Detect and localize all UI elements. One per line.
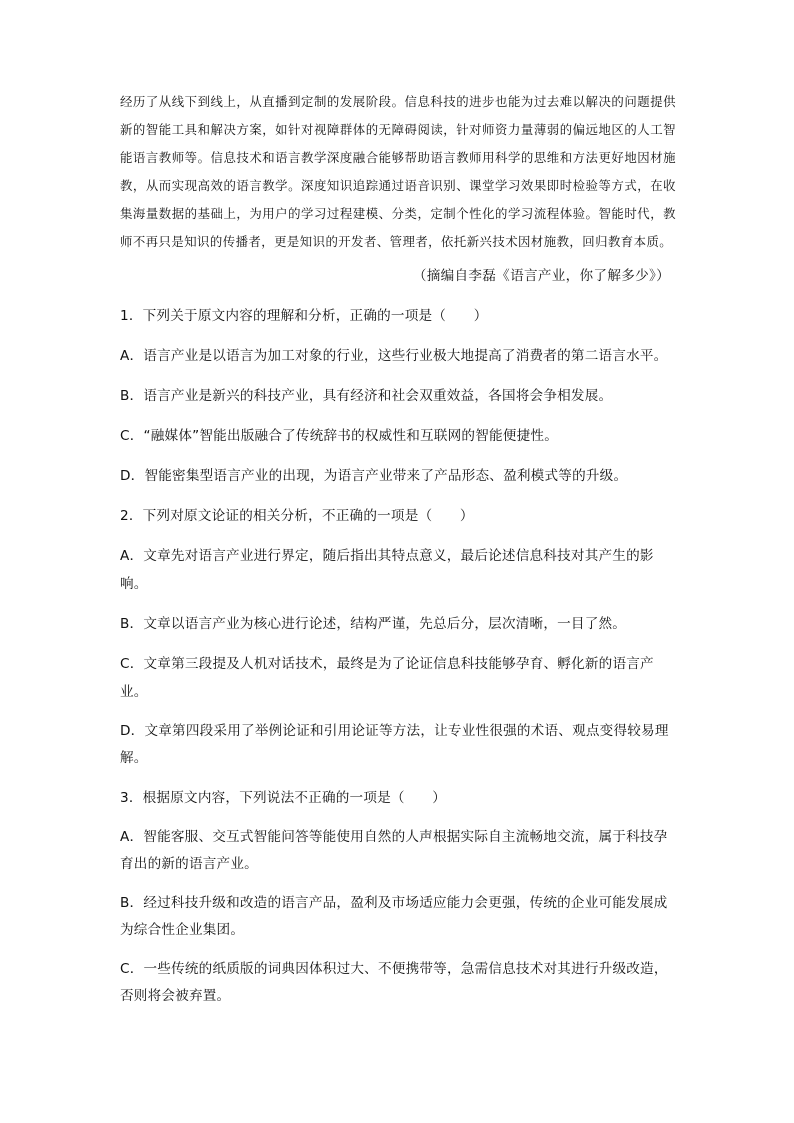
question-1-option-a: A．语言产业是以语言为加工对象的行业，这些行业极大地提高了消费者的第二语言水平。 — [120, 348, 668, 364]
question-2-option-d: D．文章第四段采用了举例论证和引用论证等方法，让专业性很强的术语、观点变得较易理解。 — [120, 723, 669, 766]
question-3-stem: 3．根据原文内容，下列说法不正确的一项是（ ） — [120, 790, 447, 806]
question-2 — [120, 502, 676, 772]
source-citation: （摘编自李磊《语言产业，你了解多少》） — [412, 268, 670, 284]
question-3-option-b: B．经过科技升级和改造的语言产品，盈利及市场适应能力会更强，传统的企业可能发展成为综合性企业集团。 — [120, 895, 668, 938]
question-1 — [120, 302, 676, 490]
question-1-option-d: D．智能密集型语言产业的出现，为语言产业带来了产品形态、盈利模式等的升级。 — [120, 468, 628, 484]
question-1-stem: 1．下列关于原文内容的理解和分析，正确的一项是（ ） — [120, 308, 488, 324]
question-1-option-b: B．语言产业是新兴的科技产业，具有经济和社会双重效益，各国将会争相发展。 — [120, 388, 613, 404]
question-3 — [120, 784, 676, 1010]
question-1-option-c: C．“融媒体”智能出版融合了传统辞书的权威性和互联网的智能便捷性。 — [120, 428, 558, 444]
question-2-option-b: B．文章以语言产业为核心进行论述，结构严谨，先总后分，层次清晰，一目了然。 — [120, 616, 627, 632]
passage-paragraph: 经历了从线下到线上，从直播到定制的发展阶段。信息科技的进步也能为过去难以解决的问题提供新的智能工具和解决方案，如针对视障群体的无障碍阅读，针对师资力量薄弱的偏远地区的人工智能语言教师等。信息技术和语言教学深度融合能够帮助语言教师用科学的思维和方法更好地因材施教，从而实现高效的语言教学。深度知识追踪通过语音识别、课堂学习效果即时检验等方式，在收集海量数据的基础上，为用户的学习过程建模、分类，定制个性化的学习流程体验。智能时代，教师不再只是知识的传播者，更是知识的开发者、管理者，依托新兴技术因材施教，回归教育本质。 — [120, 94, 676, 249]
question-2-option-c: C．文章第三段提及人机对话技术，最终是为了论证信息科技能够孕育、孵化新的语言产业。 — [120, 656, 654, 700]
question-3-option-a: A．智能客服、交互式智能问答等能使用自然的人声根据实际自主流畅地交流，属于科技孕育出的新的语言产业。 — [120, 829, 668, 872]
question-3-option-c: C．一些传统的纸质版的词典因体积过大、不便携带等，急需信息技术对其进行升级改造，否则将会被弃置。 — [120, 961, 668, 1004]
document-page — [120, 88, 676, 1010]
question-2-option-a: A．文章先对语言产业进行界定，随后指出其特点意义，最后论述信息科技对其产生的影响。 — [120, 548, 654, 592]
question-2-stem: 2．下列对原文论证的相关分析，不正确的一项是（ ） — [120, 508, 474, 524]
